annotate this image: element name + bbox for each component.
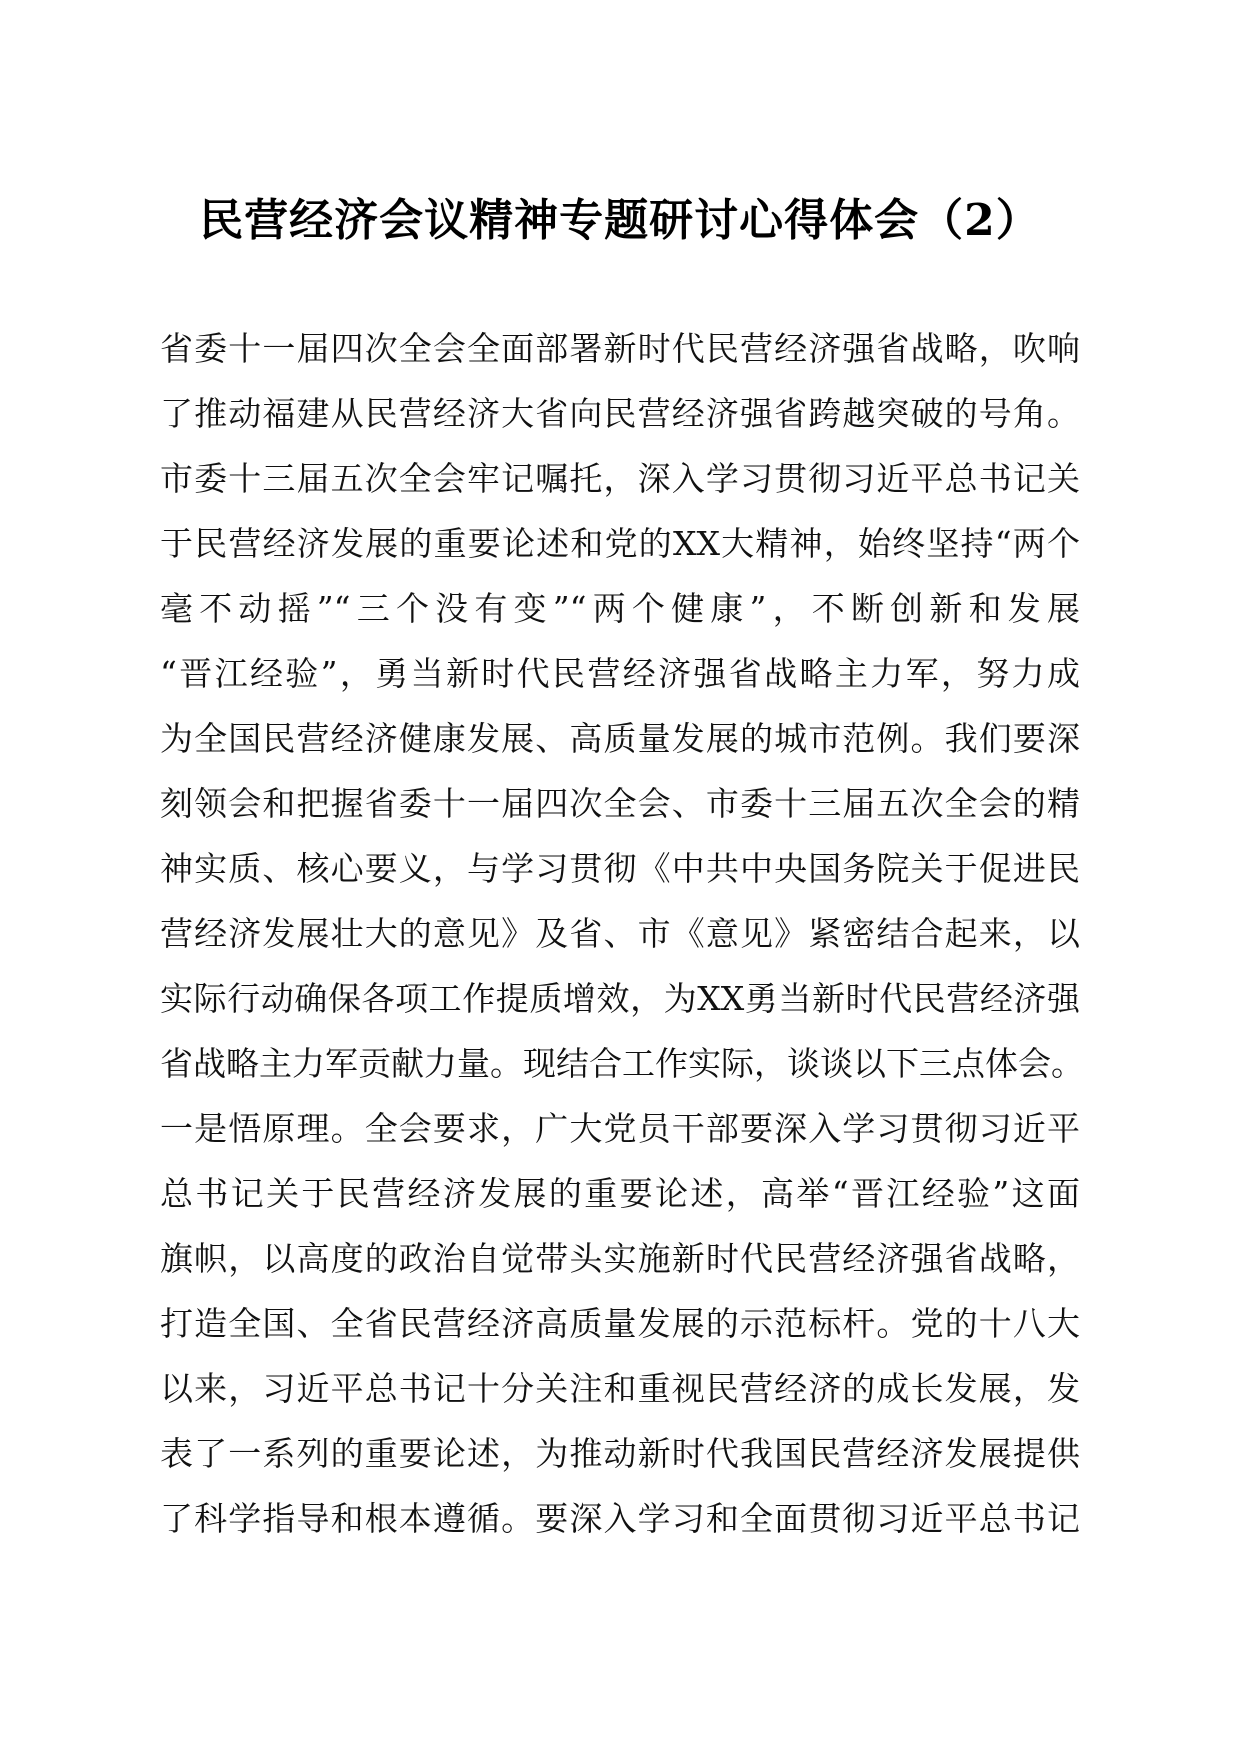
- body-line: 一是悟原理。全会要求，广大党员干部要深入学习贯彻习近平: [160, 1109, 1080, 1148]
- document-title: 民营经济会议精神专题研讨心得体会（2）: [199, 195, 1041, 246]
- document-body: [160, 316, 1084, 1551]
- body-line: “晋江经验”，勇当新时代民营经济强省战略主力军，努力成: [160, 654, 1080, 693]
- body-line: 神实质、核心要义，与学习贯彻《中共中央国务院关于促进民: [160, 849, 1080, 888]
- body-line: 毫不动摇”“三个没有变”“两个健康”，不断创新和发展: [160, 589, 1080, 628]
- body-line: 市委十三届五次全会牢记嘱托，深入学习贯彻习近平总书记关: [160, 459, 1080, 498]
- body-line: 省委十一届四次全会全面部署新时代民营经济强省战略，吹响: [160, 329, 1080, 368]
- body-line: 营经济发展壮大的意见》及省、市《意见》紧密结合起来，以: [160, 914, 1080, 953]
- body-line: 总书记关于民营经济发展的重要论述，高举“晋江经验”这面: [160, 1174, 1080, 1213]
- body-line: 于民营经济发展的重要论述和党的XX大精神，始终坚持“两个: [160, 524, 1080, 563]
- body-line: 了推动福建从民营经济大省向民营经济强省跨越突破的号角。: [160, 394, 1080, 433]
- body-line: 省战略主力军贡献力量。现结合工作实际，谈谈以下三点体会。: [160, 1044, 1084, 1083]
- body-line: 打造全国、全省民营经济高质量发展的示范标杆。党的十八大: [160, 1304, 1080, 1343]
- body-line: 了科学指导和根本遵循。要深入学习和全面贯彻习近平总书记: [160, 1499, 1080, 1538]
- body-line: 表了一系列的重要论述，为推动新时代我国民营经济发展提供: [160, 1434, 1080, 1473]
- body-line: 旗帜，以高度的政治自觉带头实施新时代民营经济强省战略，: [160, 1239, 1080, 1278]
- body-line: 为全国民营经济健康发展、高质量发展的城市范例。我们要深: [160, 719, 1080, 758]
- body-line: 刻领会和把握省委十一届四次全会、市委十三届五次全会的精: [160, 784, 1080, 823]
- body-line: 实际行动确保各项工作提质增效，为XX勇当新时代民营经济强: [160, 979, 1080, 1018]
- body-line: 以来，习近平总书记十分关注和重视民营经济的成长发展，发: [160, 1369, 1080, 1408]
